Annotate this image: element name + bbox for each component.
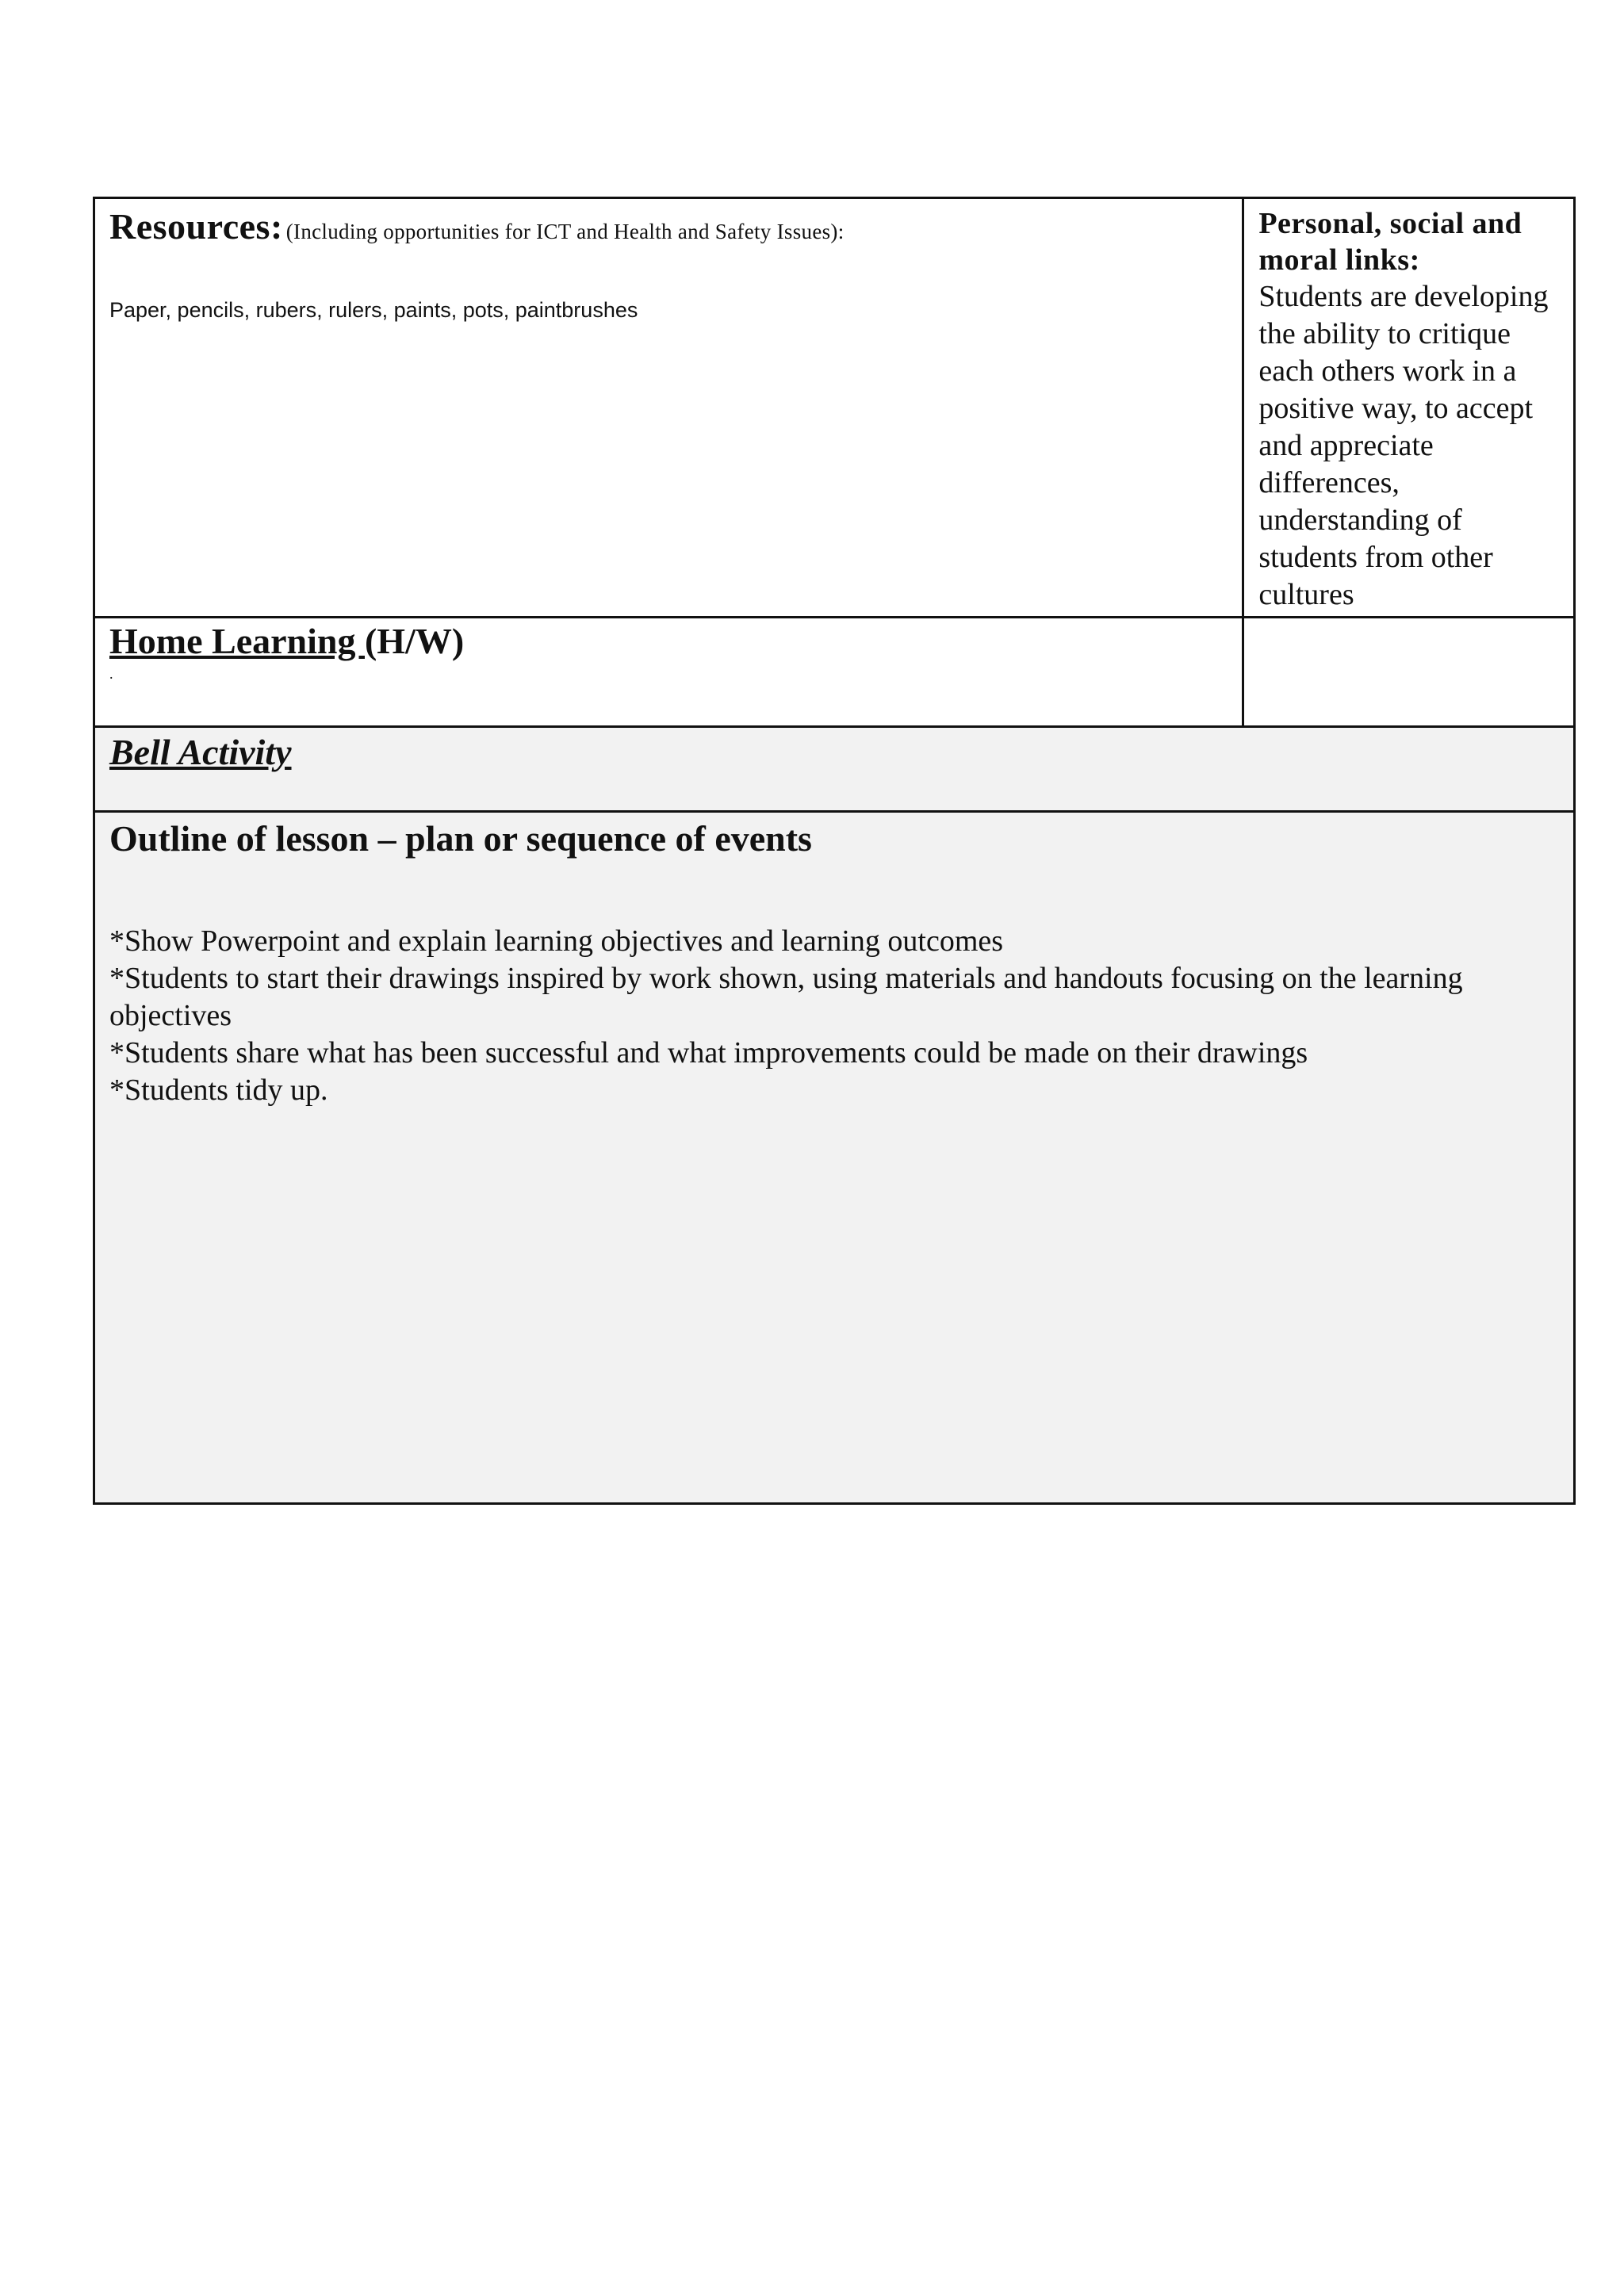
resources-heading: Resources: [109,206,283,247]
bell-activity-cell [94,727,1575,812]
lesson-plan-table [93,197,1576,1505]
home-learning-text: . [109,666,113,682]
outline-item: *Show Powerpoint and explain learning objectives and learning outcomes [109,924,1004,958]
personal-social-moral-text: Students are developing the ability to critique each others work in a positive way, to accept and appreciate differences, understanding of students from other cultures [1258,280,1549,611]
home-learning-cell [94,618,1243,727]
resources-cell [94,198,1243,618]
home-learning-row [94,618,1575,727]
outline-item: *Students tidy up. [109,1073,328,1107]
home-learning-heading [109,620,1228,662]
home-learning-title: Home Learning [109,621,365,661]
outline-row [94,812,1575,1504]
bell-activity-heading: Bell Activity [109,732,292,772]
personal-social-moral-heading: Personal, social and moral links: [1258,207,1522,277]
outline-list [109,923,1559,1109]
resources-row [94,198,1575,618]
resources-items: Paper, pencils, rubers, rulers, paints, pots, paintbrushes [109,298,638,322]
bell-activity-row [94,727,1575,812]
outline-item: *Students to start their drawings inspired by work shown, using materials and handouts focusing on the learning objectives [109,962,1463,1032]
outline-item: *Students share what has been successful and what improvements could be made on their drawings [109,1036,1308,1070]
resources-note: (Including opportunities for ICT and Health and Safety Issues): [285,220,845,243]
home-learning-side-cell [1243,618,1575,727]
outline-heading: Outline of lesson – plan or sequence of events [109,818,812,859]
outline-cell [94,812,1575,1504]
home-learning-suffix: (H/W) [364,621,465,661]
personal-social-moral-cell [1243,198,1575,618]
